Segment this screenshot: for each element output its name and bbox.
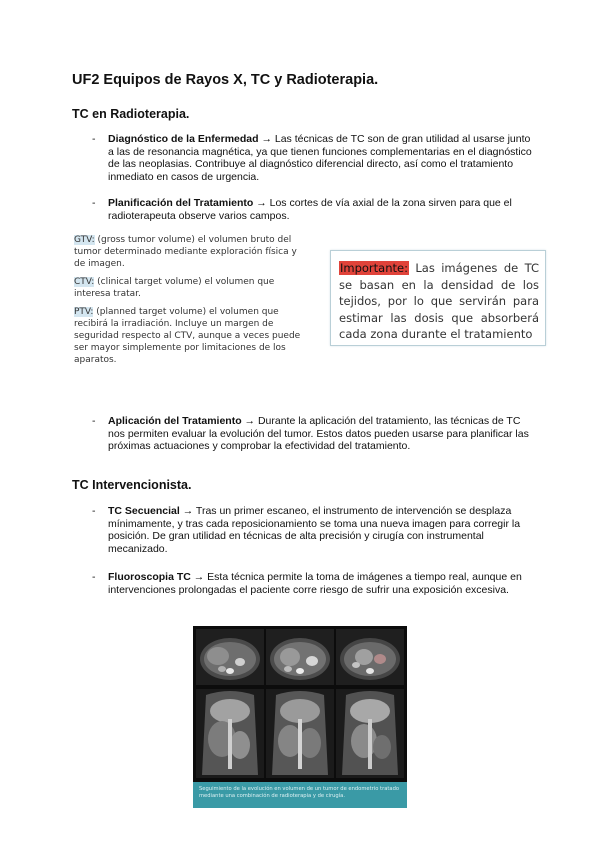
list-item-secuencial bbox=[92, 505, 532, 555]
important-label: Importante: bbox=[340, 261, 408, 275]
item-text: → Durante la aplicación del tratamiento, las técnicas de TC nos permiten evaluar la evolución del tumor. Estos datos pueden usarse para planificar las próximas actuaciones y comprobar la efectividad del tratamiento. bbox=[108, 415, 529, 453]
volume-text: (planned target volume) el volumen que recibirá la irradiación. Incluye un margen de seguridad respecto al CTV, aunque a veces puede ser mayor simplemente por limitaciones de los aparatos. bbox=[74, 307, 301, 365]
item-term: Aplicación del Tratamiento bbox=[108, 415, 242, 427]
coronal-scan-image bbox=[266, 689, 334, 778]
item-term: Diagnóstico de la Enfermedad bbox=[108, 133, 259, 145]
volume-abbr: CTV: bbox=[74, 277, 95, 287]
important-body: Las imágenes de TC se basan en la densidad de los tejidos, por lo que servirán para estimar las dosis que absorberá cada zona durante el tratamiento bbox=[339, 261, 539, 341]
bullet-dash: - bbox=[92, 197, 96, 209]
axial-scan-image bbox=[196, 629, 264, 685]
list-item-fluoroscopia bbox=[92, 571, 532, 596]
bullet-dash: - bbox=[92, 133, 96, 145]
item-text: → Esta técnica permite la toma de imágenes a tiempo real, aunque en intervenciones prolongadas el paciente corre riesgo de sufrir una exposición excesiva. bbox=[108, 571, 522, 596]
section-heading-intervencionista: TC Intervencionista. bbox=[72, 478, 192, 492]
bullet-dash: - bbox=[92, 505, 96, 517]
volume-abbr: GTV: bbox=[74, 235, 95, 245]
page-title: UF2 Equipos de Rayos X, TC y Radioterapia. bbox=[72, 72, 379, 88]
figure-caption: Seguimiento de la evolución en volumen de un tumor de endometrio tratado mediante una combinación de radioterapia y de cirugía. bbox=[193, 782, 407, 808]
item-term: Planificación del Tratamiento bbox=[108, 197, 254, 209]
volume-text: (clinical target volume) el volumen que interesa tratar. bbox=[74, 277, 275, 299]
section-heading-radioterapia: TC en Radioterapia. bbox=[72, 107, 190, 121]
important-note-box bbox=[330, 250, 546, 346]
bullet-dash: - bbox=[92, 415, 96, 427]
list-item-planificacion bbox=[92, 197, 532, 222]
important-note-text bbox=[339, 260, 539, 343]
coronal-scan-image bbox=[196, 689, 264, 778]
ct-scan-figure bbox=[193, 626, 407, 808]
item-text: → Las técnicas de TC son de gran utilidad al usarse junto a las de resonancia magnética, ya que tienen funciones complementarias en el diagnóstico de las neoplasias. Contribuye al diagnóstico diferencial directo, así como el tratamiento inmediato en casos de urgencia. bbox=[108, 133, 532, 183]
volume-gtv bbox=[74, 234, 304, 270]
target-volumes-screenshot bbox=[74, 234, 304, 372]
volume-text: (gross tumor volume) el volumen bruto del tumor determinado mediante exploración física y de imagen. bbox=[74, 235, 297, 269]
item-text: → Los cortes de vía axial de la zona sirven para que el radioterapeuta observe varios campos. bbox=[108, 197, 512, 222]
axial-scan-image bbox=[266, 629, 334, 685]
volume-ctv bbox=[74, 276, 304, 300]
item-term: Fluoroscopia TC bbox=[108, 571, 191, 583]
list-item-diagnostico bbox=[92, 133, 532, 183]
bullet-dash: - bbox=[92, 571, 96, 583]
volume-ptv bbox=[74, 306, 304, 366]
item-text: → Tras un primer escaneo, el instrumento de intervención se desplaza mínimamente, y tras cada reposicionamiento se toma una nueva imagen para corregir la posición. De gran utilidad en técnicas de alta precisión y cirugía con instrumental mecanizado. bbox=[108, 505, 521, 555]
coronal-scan-image bbox=[336, 689, 404, 778]
volume-abbr: PTV: bbox=[74, 307, 94, 317]
list-item-aplicacion bbox=[92, 415, 532, 453]
axial-scan-image bbox=[336, 629, 404, 685]
item-term: TC Secuencial bbox=[108, 505, 180, 517]
